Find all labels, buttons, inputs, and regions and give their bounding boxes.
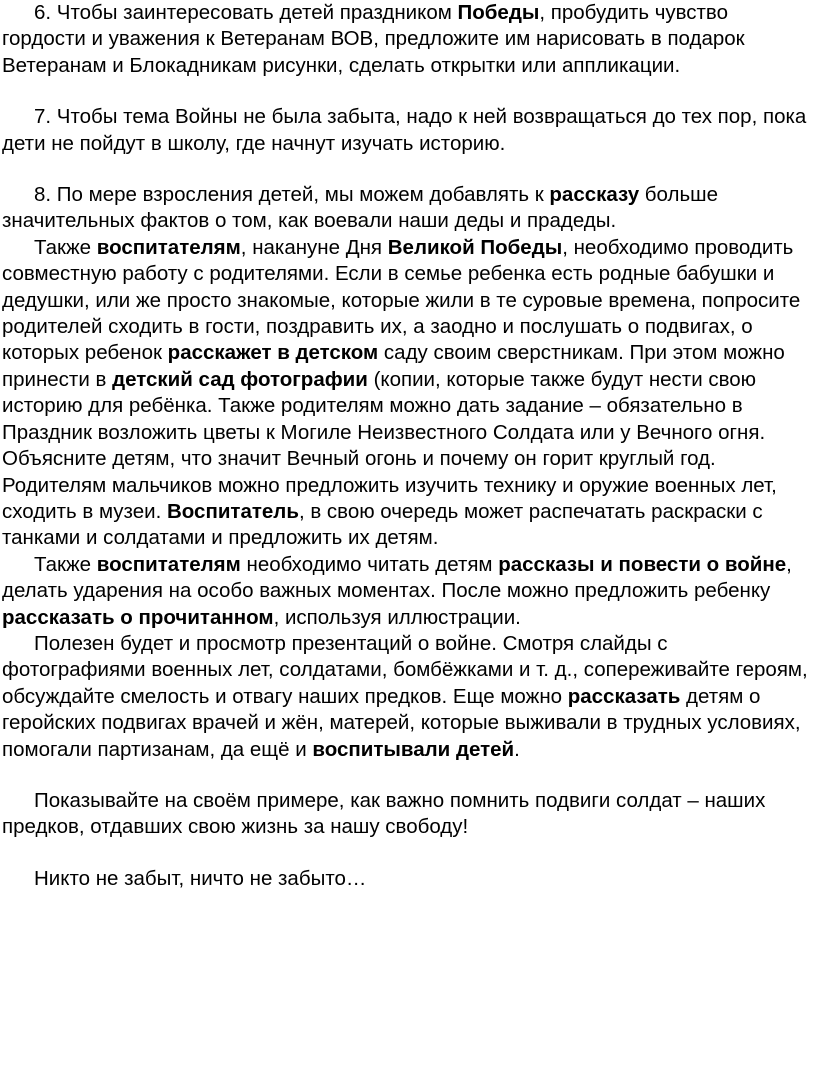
text-run: Никто не забыт, ничто не забыто… <box>34 866 367 890</box>
text-run: саду своим сверстникам. При этом можно принести в <box>2 341 785 391</box>
paragraph-educators-reading <box>2 552 814 631</box>
text-run: Полезен будет и просмотр презентаций о войне. Смотря слайды с фотографиями военных лет, солдатами, бомбёжками и т. д., сопереживайте героям, обсуждайте смелость и отвагу наших предков. Еще можно <box>2 631 808 708</box>
text-run: , делать ударения на особо важных моментах. После можно предложить ребенку <box>2 552 792 603</box>
bold-text-run: детский сад фотографии <box>112 367 368 391</box>
bold-text-run: рассказы и повести о войне <box>498 552 787 576</box>
text-run: Также <box>34 235 97 259</box>
text-run: детям о геройских подвигах врачей и жён, матерей, которые выживали в трудных условиях, помогали партизанам, да ещё и <box>2 684 801 761</box>
text-run: Показывайте на своём примере, как важно помнить подвиги солдат – наших предков, отдавших свою жизнь за нашу свободу! <box>2 788 766 839</box>
bold-text-run: рассказать о прочитанном <box>2 605 274 629</box>
text-run: 6. Чтобы заинтересовать детей праздником <box>34 1 458 24</box>
paragraph-item-8 <box>2 182 814 235</box>
paragraph-educators-parents <box>2 235 814 552</box>
bold-text-run: Победы <box>457 1 540 24</box>
paragraph-item-6 <box>2 0 814 79</box>
paragraph-item-7 <box>2 104 814 157</box>
paragraph-spacer <box>2 79 814 104</box>
paragraph-closing <box>2 866 814 892</box>
bold-text-run: расскажет в детском <box>167 341 379 365</box>
paragraph-spacer <box>2 763 814 788</box>
bold-text-run: воспитателям <box>96 235 241 259</box>
text-run: , необходимо проводить совместную работу с родителями. Если в семье ребенка есть родные бабушки и дедушки, или же просто знакомые, которые жили в те суровые времена, попросите родителей сходить в гости, поздравить их, а заодно и послушать о подвигах, о которых ребенок <box>2 235 801 365</box>
text-run: Также <box>34 552 97 576</box>
text-run: 8. По мере взросления детей, мы можем добавлять к <box>34 183 550 207</box>
paragraph-presentations <box>2 631 814 763</box>
text-run: . <box>514 737 520 761</box>
paragraph-spacer <box>2 157 814 182</box>
text-run: 7. Чтобы тема Войны не была забыта, надо к ней возвращаться до тех пор, пока дети не пойдут в школу, где начнут изучать историю. <box>2 105 807 155</box>
text-run: , используя иллюстрации. <box>273 605 521 629</box>
text-run: необходимо читать детям <box>240 552 499 576</box>
text-run: больше значительных фактов о том, как воевали наши деды и прадеды. <box>2 183 718 233</box>
bold-text-run: Воспитатель <box>166 499 299 523</box>
text-run: , в свою очередь может распечатать раскраски с танками и солдатами и предложить их детям. <box>2 499 763 550</box>
bold-text-run: рассказать <box>567 684 681 708</box>
text-run: , пробудить чувство гордости и уважения к Ветеранам ВОВ, предложите им нарисовать в подарок Ветеранам и Блокадникам рисунки, сделать открытки или аппликации. <box>2 1 745 77</box>
bold-text-run: воспитывали детей <box>312 737 515 761</box>
paragraph-spacer <box>2 841 814 866</box>
bold-text-run: Великой Победы <box>387 235 563 259</box>
text-run: (копии, которые также будут нести свою историю для ребёнка. Также родителям можно дать задание – обязательно в Праздник возложить цветы к Могиле Неизвестного Солдата или у Вечного огня. Объясните детям, что значит Вечный огонь и почему он горит круглый год. Родителям мальчиков можно предложить изучить технику и оружие военных лет, сходить в музеи. <box>2 367 777 523</box>
paragraph-example <box>2 788 814 841</box>
bold-text-run: рассказу <box>549 183 640 207</box>
bold-text-run: воспитателям <box>96 552 241 576</box>
text-run: , накануне Дня <box>240 235 388 259</box>
